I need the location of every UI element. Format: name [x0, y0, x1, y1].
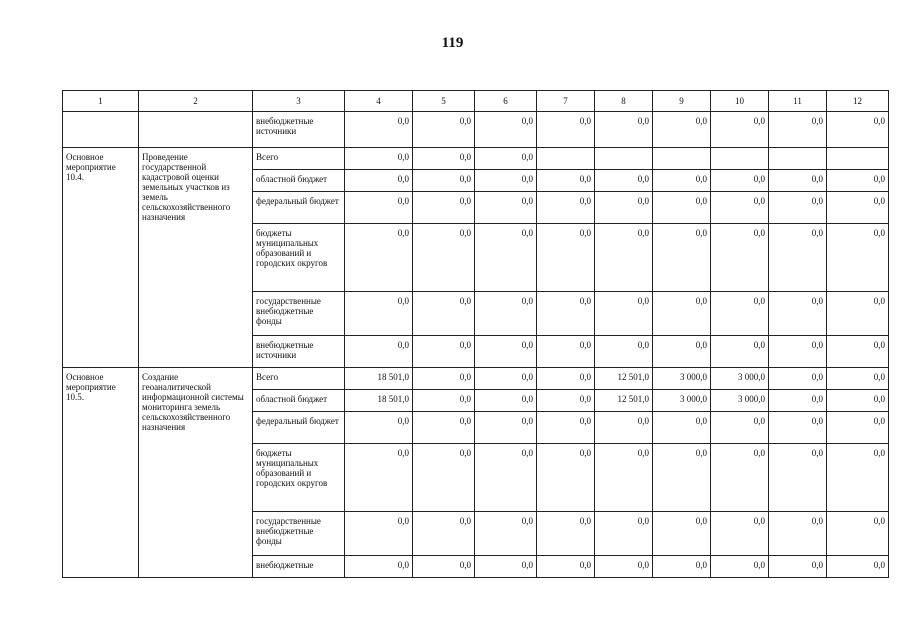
value-cell: 0,0 — [827, 368, 889, 390]
value-cell: 0,0 — [413, 192, 475, 224]
value-cell: 3 000,0 — [653, 390, 711, 412]
value-cell: 0,0 — [475, 170, 537, 192]
table-row — [63, 112, 889, 148]
budget-table — [62, 90, 889, 578]
value-cell: 0,0 — [711, 292, 769, 336]
value-cell: 0,0 — [595, 192, 653, 224]
value-cell: 0,0 — [537, 444, 595, 512]
value-cell: 0,0 — [595, 170, 653, 192]
value-cell: 3 000,0 — [711, 368, 769, 390]
value-cell: 0,0 — [595, 412, 653, 444]
value-cell: 0,0 — [537, 192, 595, 224]
value-cell: 0,0 — [413, 556, 475, 578]
value-cell: 0,0 — [475, 336, 537, 368]
value-cell: 0,0 — [413, 412, 475, 444]
funding-source: федеральный бюджет — [253, 412, 345, 444]
activity-code: Основное мероприятие 10.5. — [63, 368, 139, 578]
column-header: 5 — [413, 91, 475, 112]
page-number: 119 — [441, 35, 464, 51]
funding-source: государственные внебюджетные фонды — [253, 512, 345, 556]
value-cell: 0,0 — [827, 444, 889, 512]
value-cell: 0,0 — [827, 292, 889, 336]
value-cell: 0,0 — [413, 148, 475, 170]
value-cell: 0,0 — [827, 556, 889, 578]
activity-description — [139, 112, 253, 148]
activity-description: Проведение государственной кадастровой оценки земельных участков из земель сельскохозяйственного назначения — [139, 148, 253, 368]
value-cell: 0,0 — [475, 192, 537, 224]
value-cell: 0,0 — [769, 444, 827, 512]
value-cell: 0,0 — [711, 556, 769, 578]
value-cell: 0,0 — [653, 192, 711, 224]
value-cell: 0,0 — [711, 170, 769, 192]
value-cell — [827, 148, 889, 170]
value-cell: 0,0 — [711, 512, 769, 556]
value-cell: 0,0 — [413, 292, 475, 336]
value-cell: 0,0 — [345, 192, 413, 224]
value-cell: 18 501,0 — [345, 390, 413, 412]
table-row — [63, 148, 889, 170]
value-cell: 0,0 — [595, 224, 653, 292]
value-cell: 0,0 — [345, 336, 413, 368]
value-cell: 0,0 — [769, 412, 827, 444]
value-cell: 0,0 — [595, 512, 653, 556]
value-cell: 0,0 — [537, 170, 595, 192]
value-cell: 0,0 — [827, 224, 889, 292]
value-cell: 0,0 — [769, 112, 827, 148]
value-cell: 0,0 — [711, 336, 769, 368]
value-cell: 0,0 — [827, 512, 889, 556]
value-cell: 0,0 — [769, 556, 827, 578]
value-cell: 0,0 — [769, 192, 827, 224]
funding-source: бюджеты муниципальных образований и городских округов — [253, 444, 345, 512]
value-cell: 0,0 — [595, 112, 653, 148]
value-cell: 0,0 — [413, 444, 475, 512]
value-cell: 0,0 — [769, 224, 827, 292]
value-cell: 0,0 — [413, 336, 475, 368]
value-cell: 0,0 — [653, 336, 711, 368]
value-cell — [769, 148, 827, 170]
value-cell — [595, 148, 653, 170]
funding-source: областной бюджет — [253, 390, 345, 412]
value-cell — [537, 148, 595, 170]
value-cell: 0,0 — [769, 368, 827, 390]
funding-source: бюджеты муниципальных образований и городских округов — [253, 224, 345, 292]
value-cell: 0,0 — [413, 170, 475, 192]
value-cell: 0,0 — [345, 112, 413, 148]
column-header: 3 — [253, 91, 345, 112]
column-header: 6 — [475, 91, 537, 112]
value-cell: 0,0 — [345, 292, 413, 336]
value-cell: 3 000,0 — [653, 368, 711, 390]
value-cell: 0,0 — [711, 112, 769, 148]
value-cell: 0,0 — [413, 368, 475, 390]
value-cell: 0,0 — [769, 336, 827, 368]
column-header: 4 — [345, 91, 413, 112]
value-cell: 0,0 — [711, 412, 769, 444]
value-cell: 0,0 — [827, 336, 889, 368]
value-cell — [653, 148, 711, 170]
value-cell: 0,0 — [413, 390, 475, 412]
value-cell: 0,0 — [711, 224, 769, 292]
value-cell: 0,0 — [475, 148, 537, 170]
value-cell: 0,0 — [475, 390, 537, 412]
activity-code — [63, 112, 139, 148]
table-row — [63, 368, 889, 390]
column-header: 11 — [769, 91, 827, 112]
value-cell: 0,0 — [537, 292, 595, 336]
value-cell: 0,0 — [827, 170, 889, 192]
funding-source: внебюджетные — [253, 556, 345, 578]
value-cell: 0,0 — [413, 512, 475, 556]
funding-source: федеральный бюджет — [253, 192, 345, 224]
funding-source: внебюджетные источники — [253, 112, 345, 148]
value-cell: 0,0 — [653, 112, 711, 148]
value-cell: 18 501,0 — [345, 368, 413, 390]
value-cell: 0,0 — [769, 170, 827, 192]
value-cell: 0,0 — [537, 390, 595, 412]
value-cell: 0,0 — [653, 412, 711, 444]
value-cell: 0,0 — [595, 556, 653, 578]
value-cell: 0,0 — [653, 444, 711, 512]
funding-source: областной бюджет — [253, 170, 345, 192]
value-cell: 0,0 — [475, 444, 537, 512]
column-header: 10 — [711, 91, 769, 112]
column-header: 7 — [537, 91, 595, 112]
value-cell: 0,0 — [475, 224, 537, 292]
value-cell: 0,0 — [711, 192, 769, 224]
value-cell — [711, 148, 769, 170]
value-cell: 0,0 — [653, 224, 711, 292]
column-header: 8 — [595, 91, 653, 112]
funding-source: Всего — [253, 368, 345, 390]
column-header: 1 — [63, 91, 139, 112]
value-cell: 0,0 — [345, 148, 413, 170]
value-cell: 0,0 — [345, 512, 413, 556]
value-cell: 0,0 — [595, 336, 653, 368]
value-cell: 0,0 — [537, 556, 595, 578]
value-cell: 0,0 — [653, 556, 711, 578]
value-cell: 0,0 — [537, 412, 595, 444]
value-cell: 12 501,0 — [595, 368, 653, 390]
value-cell: 0,0 — [537, 336, 595, 368]
value-cell: 3 000,0 — [711, 390, 769, 412]
column-header: 2 — [139, 91, 253, 112]
funding-source: Всего — [253, 148, 345, 170]
value-cell: 0,0 — [475, 292, 537, 336]
value-cell: 0,0 — [537, 224, 595, 292]
activity-description: Создание геоаналитической информационной системы мониторинга земель сельскохозяйственного назначения — [139, 368, 253, 578]
activity-code: Основное мероприятие 10.4. — [63, 148, 139, 368]
funding-source: государственные внебюджетные фонды — [253, 292, 345, 336]
value-cell: 0,0 — [653, 512, 711, 556]
value-cell: 0,0 — [475, 368, 537, 390]
value-cell: 0,0 — [413, 224, 475, 292]
value-cell: 0,0 — [345, 444, 413, 512]
value-cell: 0,0 — [653, 292, 711, 336]
value-cell: 12 501,0 — [595, 390, 653, 412]
value-cell: 0,0 — [537, 112, 595, 148]
column-header: 9 — [653, 91, 711, 112]
value-cell: 0,0 — [475, 112, 537, 148]
value-cell: 0,0 — [595, 292, 653, 336]
value-cell: 0,0 — [653, 170, 711, 192]
value-cell: 0,0 — [711, 444, 769, 512]
value-cell: 0,0 — [827, 390, 889, 412]
value-cell: 0,0 — [769, 390, 827, 412]
column-header: 12 — [827, 91, 889, 112]
value-cell: 0,0 — [537, 368, 595, 390]
value-cell: 0,0 — [827, 112, 889, 148]
value-cell: 0,0 — [345, 170, 413, 192]
value-cell: 0,0 — [475, 512, 537, 556]
value-cell: 0,0 — [595, 444, 653, 512]
value-cell: 0,0 — [345, 412, 413, 444]
header-row — [63, 91, 889, 112]
funding-source: внебюджетные источники — [253, 336, 345, 368]
value-cell: 0,0 — [345, 556, 413, 578]
value-cell: 0,0 — [345, 224, 413, 292]
value-cell: 0,0 — [769, 512, 827, 556]
value-cell: 0,0 — [827, 192, 889, 224]
value-cell: 0,0 — [475, 412, 537, 444]
value-cell: 0,0 — [827, 412, 889, 444]
value-cell: 0,0 — [413, 112, 475, 148]
value-cell: 0,0 — [537, 512, 595, 556]
value-cell: 0,0 — [475, 556, 537, 578]
value-cell: 0,0 — [769, 292, 827, 336]
